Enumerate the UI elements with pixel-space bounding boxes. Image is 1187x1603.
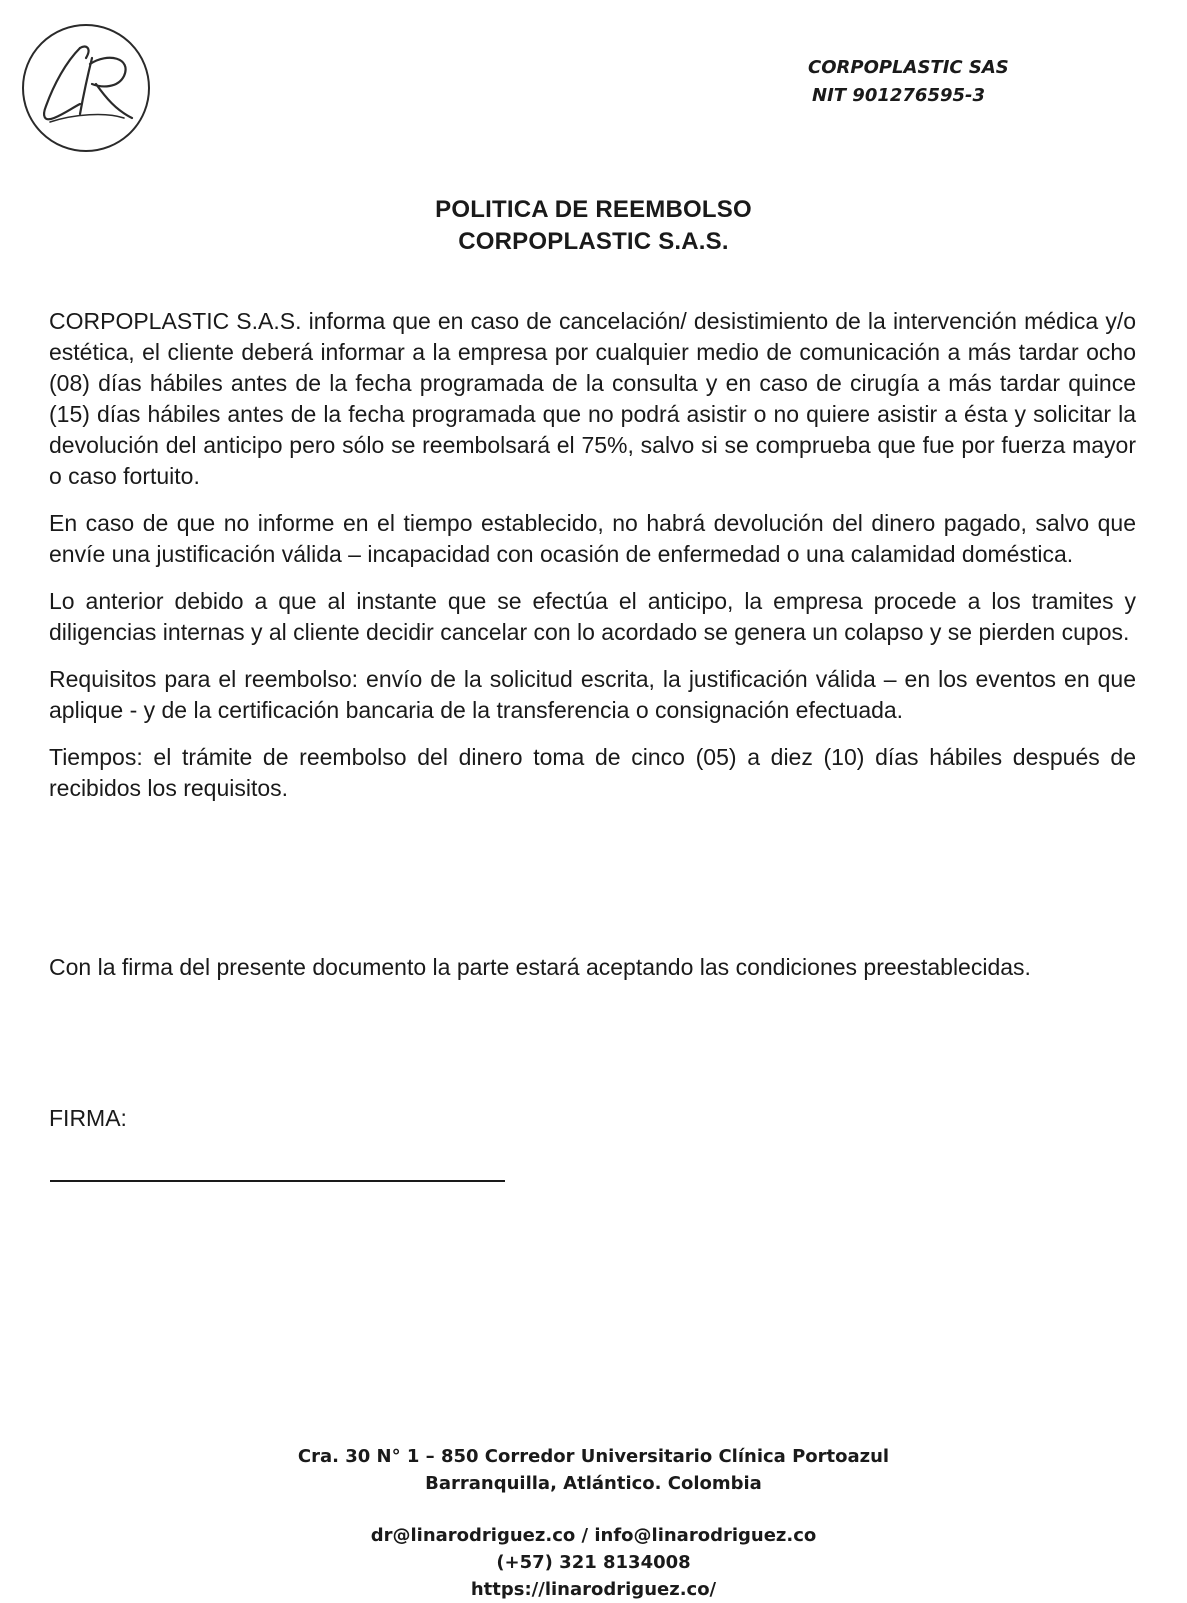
footer-phone: (+57) 321 8134008: [496, 1552, 691, 1573]
company-name: CORPOPLASTIC SAS: [808, 57, 1009, 78]
policy-body: [49, 306, 1136, 820]
logo: [20, 22, 152, 154]
company-header: [808, 54, 1009, 110]
signature-label: FIRMA:: [49, 1105, 127, 1131]
footer-address-line-1: Cra. 30 N° 1 – 850 Corredor Universitario Clínica Portoazul: [297, 1446, 890, 1467]
paragraph-times: Tiempos: el trámite de reembolso del dinero toma de cinco (05) a diez (10) días hábiles después de recibidos los requisitos.: [49, 744, 1136, 801]
company-nit: NIT 901276595-3: [812, 85, 986, 106]
title-line-1: POLITICA DE REEMBOLSO: [435, 196, 752, 223]
document-title: [0, 194, 1187, 258]
footer-address-line-2: Barranquilla, Atlántico. Colombia: [425, 1473, 762, 1494]
paragraph-reason: Lo anterior debido a que al instante que se efectúa el anticipo, la empresa procede a los tramites y diligencias internas y al cliente decidir cancelar con lo acordado se genera un colapso y se pierden cupos.: [49, 588, 1136, 645]
paragraph-cancellation: CORPOPLASTIC S.A.S. informa que en caso de cancelación/ desistimiento de la intervención médica y/o estética, el cliente deberá informar a la empresa por cualquier medio de comunicación a más tardar ocho (08) días hábiles antes de la fecha programada de la consulta y en caso de cirugía a más tardar quince (15) días hábiles antes de la fecha programada que no podrá asistir o no quiere asistir a ésta y solicitar la devolución del anticipo pero sólo se reembolsará el 75%, salvo si se comprueba que fue por fuerza mayor o caso fortuito.: [49, 308, 1136, 489]
acceptance-statement: Con la firma del presente documento la parte estará aceptando las condiciones preestablecidas.: [49, 954, 1031, 980]
lr-monogram-icon: [20, 22, 152, 154]
signature-line: [50, 1180, 505, 1182]
paragraph-requirements: Requisitos para el reembolso: envío de la solicitud escrita, la justificación válida – en los eventos en que aplique - y de la certificación bancaria de la transferencia o consignación efectuada.: [49, 666, 1136, 723]
title-line-2: CORPOPLASTIC S.A.S.: [458, 228, 729, 255]
footer-website: https://linarodriguez.co/: [470, 1579, 717, 1600]
footer-emails: dr@linarodriguez.co / info@linarodriguez.co: [370, 1525, 817, 1546]
paragraph-no-refund: En caso de que no informe en el tiempo establecido, no habrá devolución del dinero pagado, salvo que envíe una justificación válida – incapacidad con ocasión de enfermedad o una calamidad doméstica.: [49, 510, 1136, 567]
footer-contact: [0, 1443, 1187, 1603]
